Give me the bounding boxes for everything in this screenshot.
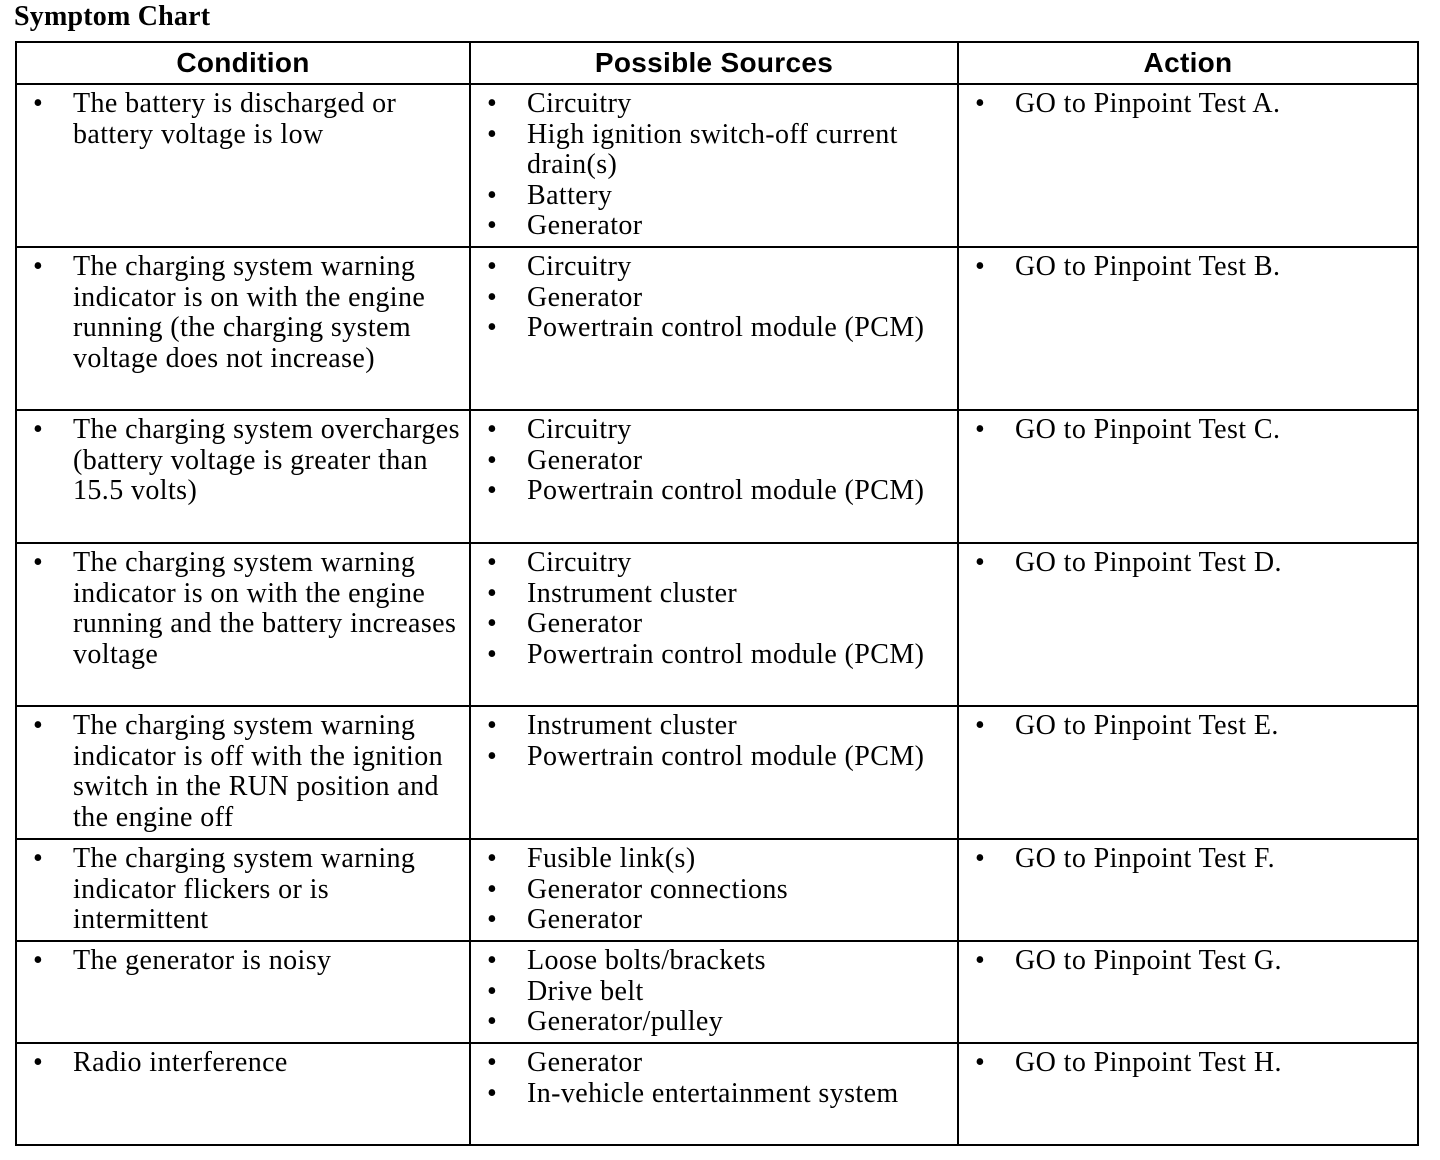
table-row	[16, 543, 1418, 706]
source-text: Fusible link(s)	[527, 843, 696, 874]
source-text: Generator	[527, 608, 643, 640]
sources-cell	[470, 247, 958, 410]
source-text: Circuitry	[527, 547, 632, 578]
bullet-icon: •	[487, 1047, 498, 1078]
sources-cell	[470, 1043, 958, 1145]
condition-cell	[16, 410, 470, 543]
action-cell	[958, 941, 1418, 1043]
action-text: GO to Pinpoint Test G.	[1015, 945, 1282, 976]
condition-cell	[16, 84, 470, 247]
action-item	[959, 946, 1409, 977]
action-text: GO to Pinpoint Test A.	[1015, 88, 1281, 119]
bullet-icon: •	[487, 608, 498, 640]
bullet-icon: •	[487, 281, 498, 313]
condition-text: The generator is noisy	[73, 945, 332, 976]
sources-cell	[470, 706, 958, 839]
bullet-icon: •	[33, 945, 44, 976]
bullet-icon: •	[33, 843, 44, 874]
bullet-icon: •	[33, 547, 44, 578]
action-item	[959, 415, 1409, 446]
condition-text: The charging system warning indicator is off with the ignition switch in the RUN position and the engine off	[73, 710, 444, 833]
source-item	[471, 1079, 949, 1110]
source-text: Battery	[527, 179, 613, 211]
condition-item	[17, 844, 461, 936]
action-cell	[958, 84, 1418, 247]
table-header-row	[16, 42, 1418, 84]
bullet-icon: •	[487, 444, 498, 476]
condition-cell	[16, 839, 470, 941]
bullet-icon: •	[487, 710, 498, 741]
condition-text: The charging system overcharges (battery voltage is greater than 15.5 volts)	[73, 414, 460, 507]
source-item	[471, 415, 949, 446]
source-text: Powertrain control module (PCM)	[527, 638, 925, 670]
source-text: Generator	[527, 1047, 643, 1078]
condition-cell	[16, 1043, 470, 1145]
source-item	[471, 742, 949, 773]
source-text: Generator	[527, 904, 643, 936]
header-action: Action	[958, 42, 1418, 84]
source-text: Circuitry	[527, 414, 632, 445]
source-text: Generator	[527, 444, 643, 476]
action-item	[959, 711, 1409, 742]
bullet-icon: •	[33, 1047, 44, 1078]
source-item	[471, 313, 949, 344]
condition-item	[17, 252, 461, 374]
action-text: GO to Pinpoint Test B.	[1015, 251, 1281, 282]
source-text: Loose bolts/brackets	[527, 945, 766, 976]
source-item	[471, 977, 949, 1008]
bullet-icon: •	[975, 945, 986, 976]
table-row	[16, 839, 1418, 941]
bullet-icon: •	[487, 904, 498, 936]
bullet-icon: •	[487, 843, 498, 874]
header-possible-sources: Possible Sources	[470, 42, 958, 84]
action-item	[959, 844, 1409, 875]
source-item	[471, 476, 949, 507]
condition-cell	[16, 543, 470, 706]
source-item	[471, 211, 949, 242]
table-row	[16, 706, 1418, 839]
bullet-icon: •	[487, 251, 498, 282]
action-item	[959, 252, 1409, 283]
action-cell	[958, 1043, 1418, 1145]
source-item	[471, 89, 949, 120]
bullet-icon: •	[33, 710, 44, 741]
source-text: Generator/pulley	[527, 1006, 724, 1038]
condition-text: The charging system warning indicator is on with the engine running and the battery increases voltage	[73, 547, 457, 670]
source-item	[471, 579, 949, 610]
source-text: Powertrain control module (PCM)	[527, 475, 925, 507]
bullet-icon: •	[975, 88, 986, 119]
source-item	[471, 844, 949, 875]
action-cell	[958, 247, 1418, 410]
source-text: In-vehicle entertainment system	[527, 1077, 899, 1109]
condition-item	[17, 548, 461, 670]
condition-item	[17, 1048, 461, 1079]
bullet-icon: •	[33, 414, 44, 445]
bullet-icon: •	[487, 945, 498, 976]
bullet-icon: •	[487, 975, 498, 1007]
bullet-icon: •	[487, 577, 498, 609]
source-text: Generator	[527, 210, 643, 242]
condition-cell	[16, 706, 470, 839]
bullet-icon: •	[487, 1077, 498, 1109]
source-text: Powertrain control module (PCM)	[527, 740, 925, 772]
bullet-icon: •	[487, 740, 498, 772]
source-text: Circuitry	[527, 251, 632, 282]
bullet-icon: •	[975, 843, 986, 874]
condition-item	[17, 415, 461, 507]
source-item	[471, 548, 949, 579]
source-item	[471, 1007, 949, 1038]
bullet-icon: •	[33, 251, 44, 282]
source-text: Generator connections	[527, 873, 789, 905]
source-item	[471, 609, 949, 640]
bullet-icon: •	[487, 475, 498, 507]
symptom-table	[15, 41, 1419, 1146]
bullet-icon: •	[487, 638, 498, 670]
source-item	[471, 283, 949, 314]
condition-cell	[16, 941, 470, 1043]
sources-cell	[470, 543, 958, 706]
bullet-icon: •	[487, 179, 498, 211]
sources-cell	[470, 839, 958, 941]
bullet-icon: •	[487, 547, 498, 578]
condition-text: The charging system warning indicator flickers or is intermittent	[73, 843, 416, 936]
bullet-icon: •	[487, 118, 498, 150]
action-text: GO to Pinpoint Test F.	[1015, 843, 1276, 874]
source-text: Drive belt	[527, 975, 644, 1007]
sources-cell	[470, 941, 958, 1043]
source-item	[471, 181, 949, 212]
bullet-icon: •	[487, 210, 498, 242]
action-text: GO to Pinpoint Test E.	[1015, 710, 1279, 741]
source-item	[471, 640, 949, 671]
action-cell	[958, 543, 1418, 706]
source-item	[471, 905, 949, 936]
source-item	[471, 252, 949, 283]
source-text: High ignition switch-off current drain(s)	[527, 118, 898, 181]
table-row	[16, 247, 1418, 410]
table-row	[16, 84, 1418, 247]
action-text: GO to Pinpoint Test H.	[1015, 1047, 1282, 1078]
bullet-icon: •	[975, 547, 986, 578]
table-row	[16, 410, 1418, 543]
source-text: Circuitry	[527, 88, 632, 119]
bullet-icon: •	[33, 88, 44, 119]
source-item	[471, 446, 949, 477]
condition-text: Radio interference	[73, 1047, 288, 1078]
bullet-icon: •	[487, 873, 498, 905]
table-row	[16, 1043, 1418, 1145]
page-title: Symptom Chart	[14, 1, 211, 32]
condition-text: The charging system warning indicator is on with the engine running (the charging system voltage does not increase)	[73, 251, 426, 374]
source-text: Instrument cluster	[527, 577, 738, 609]
condition-cell	[16, 247, 470, 410]
action-cell	[958, 410, 1418, 543]
action-item	[959, 548, 1409, 579]
source-text: Instrument cluster	[527, 710, 738, 741]
action-item	[959, 1048, 1409, 1079]
action-text: GO to Pinpoint Test C.	[1015, 414, 1281, 445]
bullet-icon: •	[487, 88, 498, 119]
table-row	[16, 941, 1418, 1043]
header-condition: Condition	[16, 42, 470, 84]
source-item	[471, 875, 949, 906]
action-item	[959, 89, 1409, 120]
sources-cell	[470, 410, 958, 543]
source-item	[471, 1048, 949, 1079]
source-text: Generator	[527, 281, 643, 313]
source-item	[471, 711, 949, 742]
action-cell	[958, 839, 1418, 941]
action-text: GO to Pinpoint Test D.	[1015, 547, 1282, 578]
action-cell	[958, 706, 1418, 839]
bullet-icon: •	[487, 1006, 498, 1038]
source-text: Powertrain control module (PCM)	[527, 312, 925, 344]
condition-item	[17, 946, 461, 977]
bullet-icon: •	[487, 312, 498, 344]
bullet-icon: •	[487, 414, 498, 445]
bullet-icon: •	[975, 414, 986, 445]
sources-cell	[470, 84, 958, 247]
condition-item	[17, 89, 461, 150]
bullet-icon: •	[975, 251, 986, 282]
condition-item	[17, 711, 461, 833]
source-item	[471, 946, 949, 977]
bullet-icon: •	[975, 710, 986, 741]
source-item	[471, 120, 949, 181]
condition-text: The battery is discharged or battery voltage is low	[73, 88, 397, 150]
bullet-icon: •	[975, 1047, 986, 1078]
